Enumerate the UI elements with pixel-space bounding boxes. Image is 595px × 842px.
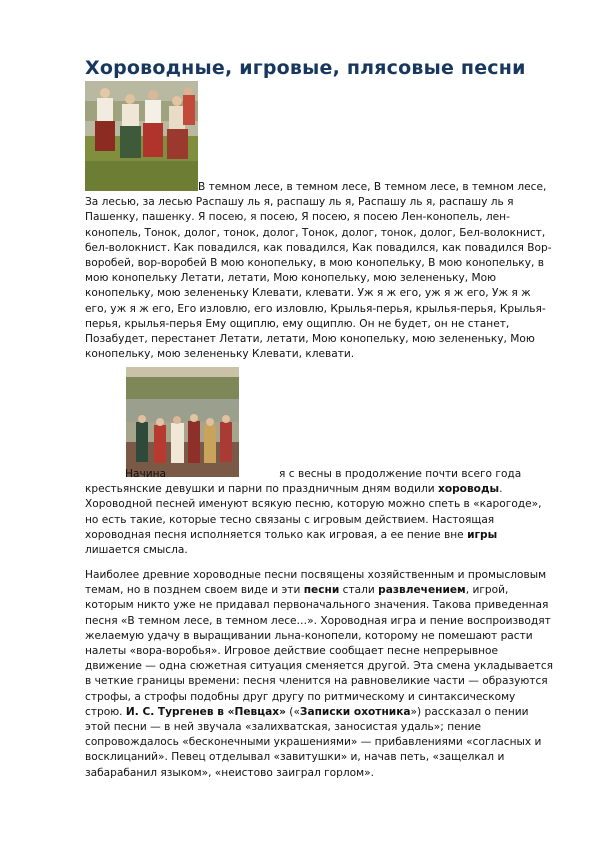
para2-text-2: я с весны в продолжение почти всего года крестьянские девушки и парни по праздничным дням водили: [85, 468, 522, 496]
para3-bold-2: развлечением: [378, 584, 466, 597]
round-dance-painting: [85, 81, 198, 191]
para2-text-3: . Хороводной песней именуют всякую песню, которую можно спеть в «карогоде», но есть такие, которые тесно связаны с игровым действием. Настоящая хороводная песня исполняется только как игровая, а ее пение вне: [85, 483, 542, 541]
para2-bold-1: хороводы: [437, 483, 500, 496]
paragraph-ancient-songs: [85, 568, 555, 781]
para3-text-5: ») рассказал о пении этой песни — в ней звучала «залихватская, заносистая удаль»; пение сопровождалось «бесконечными украшениями» — прибавлениями «согласных и восклицаний». Певец отделывал «завитушки» и, начав петь, «защелкал и забарабанил языком», «неистово заиграл горлом».: [85, 705, 542, 779]
song-text: В темном лесе, в темном лесе, В темном лесе, в темном лесе, За лесью, за лесью Распашу ль я, распашу ль я, Распашу ль я, распашу ль я Пашенку, пашенку. Я посею, я посею, Я посею, я посею Лен-конопель, лен-конопель, Тонок, долог, тонок, долог, Тонок, долог, тонок, долог, Бел-волокнист, бел-волокнист. Как повадился, как повадился, Как повадился, как повадился Вор-воробей, вор-воробей В мою конопельку, в мою конопельку, В мою конопельку, в мою конопельку Летати, летати, Мою конопельку, мою зелененьку, Мою конопельку, мою зелененьку Клевати, клевати. Уж я ж его, уж я ж его, Уж я ж его, уж я ж его, Его изловлю, его изловлю, Крылья-перья, крылья-перья, Крылья-перья, крылья-перья Ему ощиплю, ему ощиплю. Он не будет, он не станет, Позабудет, перестанет Летати, летати, Мою конопельку, мою зелененьку, Мою конопельку, мою зелененьку Клевати, клевати.: [85, 181, 552, 361]
para2-bold-2: игры: [467, 528, 498, 541]
para3-text-4: («: [285, 705, 300, 718]
river-round-dance-painting: [126, 367, 239, 477]
para3-bold-3: И. С. Тургенев в «Певцах»: [125, 705, 286, 718]
paragraph-round-dance: [85, 467, 555, 558]
para2-text-1: Начина: [125, 468, 167, 480]
para3-text-2: стали: [339, 584, 379, 597]
para3-bold-1: песни: [303, 584, 340, 597]
para2-text-4: лишается смысла.: [85, 544, 188, 557]
para3-bold-4: Записки охотника: [299, 705, 411, 718]
para3-text-3: , игрой, которым никто уже не придавал первоначального значения. Такова приведенная песня «В темном лесе, в темном лесе…». Хороводная игра и пение воспроизводят желаемую удачу в выращивании льна-конопели, которому не помешают расти налеты «вора-воробья». Игровое действие сообщает песне непрерывное движение — одна сюжетная ситуация сменяется другой. Эта смена укладывается в четкие границы времени: песня членится на равновеликие части — образуются строфы, а строфы подобны друг другу по ритмическому и синтаксическому строю.: [85, 584, 554, 718]
para3-text-1: Наиболее древние хороводные песни посвящены хозяйственным и промысловым темам, но в позднем своем виде и эти: [85, 569, 547, 597]
page-title: Хороводные, игровые, плясовые песни: [85, 57, 526, 79]
